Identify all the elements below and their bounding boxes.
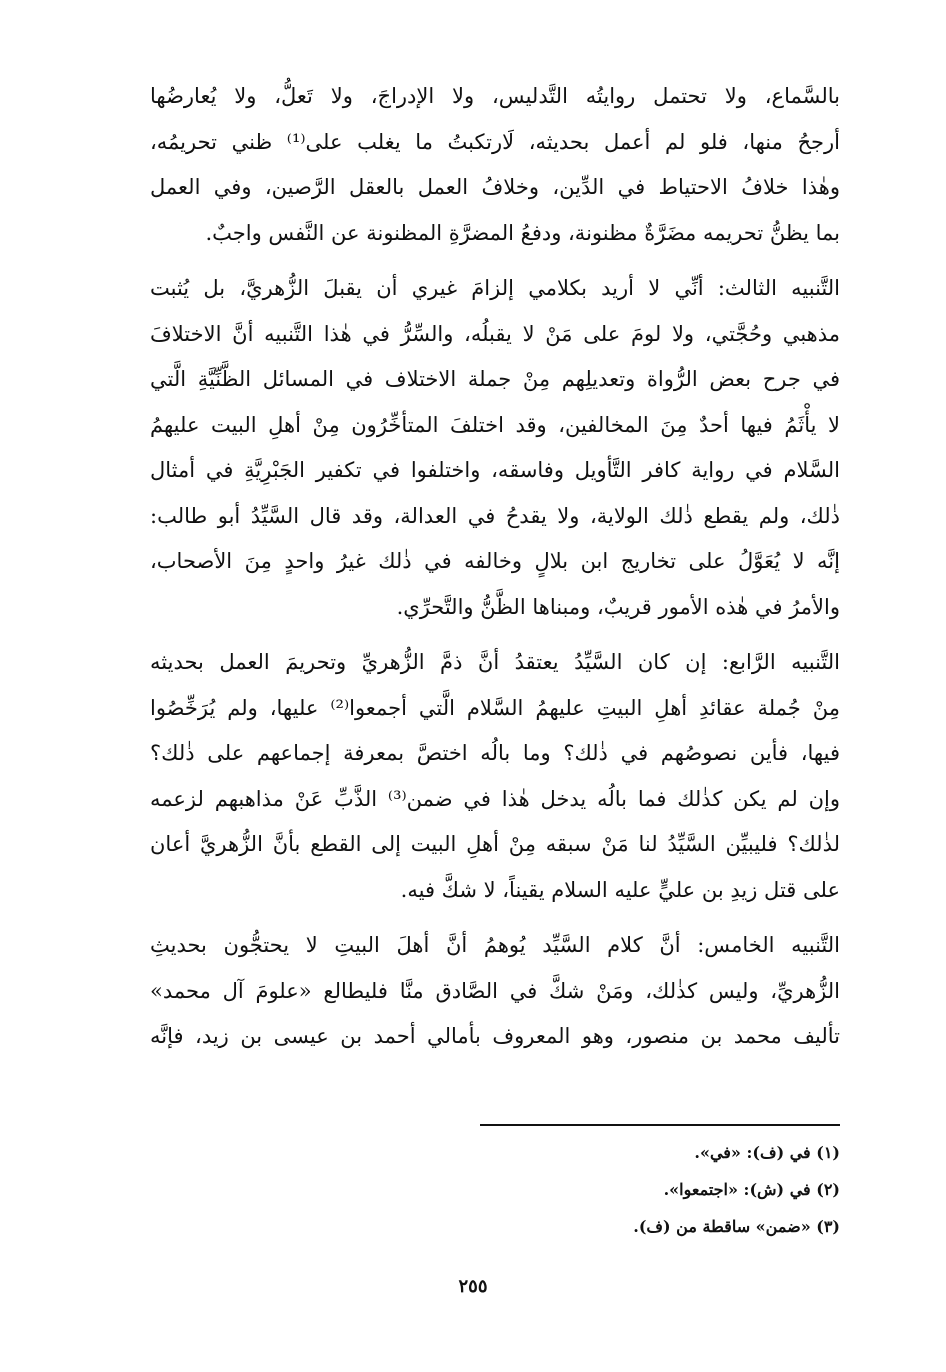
paragraph [150, 640, 840, 913]
text-line: مذهبي وحُجَّتي، ولا لومَ على مَنْ لا يقبلُه، والسِّرُّ في هٰذا التَّنبيه أنَّ الاختلافَ [150, 321, 840, 346]
text-line: السَّلام في رواية كافر التَّأويل وفاسقه، واختلفوا في تكفير الجَبْرِيَّةِ في أمثال [150, 458, 840, 482]
text-line: التَّنبيه الخامس: أنَّ كلام السَّيِّد يُوهمُ أنَّ أهلَ البيتِ لا يحتجُّون بحديثِ [150, 933, 840, 957]
paragraph [150, 74, 840, 256]
paragraph-gap [150, 256, 840, 266]
page-number: ٢٥٥ [458, 1276, 488, 1297]
footnotes [480, 1134, 840, 1245]
text-line: بما يظنُّ تحريمه مضَرَّةٌ مظنونة، ودفعُ المضرَّةِ المظنونة عن النَّفس واجبٌ. [205, 220, 840, 245]
main-text [150, 74, 840, 1060]
text-line: وهٰذا خلافُ الاحتياط في الدِّين، وخلافُ العمل بالعقل الرَّصين، وفي العمل [150, 175, 840, 199]
text-line: تأليف محمد بن منصور، وهو المعروف بأمالي أحمد بن عيسى بن زيد، فإنَّه [150, 1024, 840, 1048]
footnote: (٣) «ضمن» ساقطة من (ف). [633, 1217, 840, 1236]
text-line: فيها، فأين نصوصُهم في ذٰلك؟ وما بالُه اختصَّ بمعرفة إجماعهم على ذٰلك؟ [150, 741, 840, 765]
text-line: على قتل زيدِ بن عليٍّ عليه السلام يقيناً، لا شكَّ فيه. [400, 877, 840, 902]
text-line: إنَّه لا يُعَوَّلُ على تخاريج ابن بلالٍ وخالفه في ذٰلك غيرُ واحدٍ مِنَ الأصحاب، [150, 549, 840, 573]
text-line: ذٰلك، ولم يقطع ذٰلك الولاية، ولا يقدحُ في العدالة، وقد قال السَّيِّدُ أبو طالب: [150, 503, 840, 528]
text-line: الزُّهريِّ، وليس كذٰلك، ومَنْ شكَّ في الصَّادق منَّا فليطالع «علومَ آل محمد» [150, 978, 840, 1003]
text-line: أرجحُ منها، فلو لم أعمل بحديثه، لَارتكبتُ ما يغلب على⁽¹⁾ ظني تحريمُه، [150, 129, 840, 154]
footnote-separator [480, 1124, 840, 1126]
text-line: مِنْ جُملة عقائدِ أهلِ البيتِ عليهمُ السَّلام الَّتي أجمعوا⁽²⁾ عليها، ولم يُرَخِّصُوا [150, 695, 840, 720]
footnote: (١) في (ف): «في». [694, 1143, 840, 1162]
paragraph-gap [150, 913, 840, 923]
text-line: لا يأْثَمُ فيها أحدٌ مِنَ المخالفين، وقد اختلفَ المتأخِّرُون مِنْ أهلِ البيت عليهمُ [150, 412, 840, 437]
paragraph [150, 266, 840, 630]
footnote: (٢) في (ش): «اجتمعوا». [663, 1180, 840, 1199]
text-line: في جرح بعض الرُّواة وتعديلِهم مِنْ جملة الاختلاف في المسائل الظَّنِّيَّةِ الَّتي [150, 367, 840, 391]
text-line: وإن لم يكن كذٰلك فما بالُه يدخل هٰذا في ضمن⁽³⁾ الذَّبِّ عَنْ مذاهبهم لزعمه [150, 786, 840, 811]
text-line: والأمرُ في هٰذه الأمور قريبٌ، ومبناها الظَّنُّ والتَّحرِّي. [396, 594, 840, 619]
text-line: التَّنبيه الرَّابع: إن كان السَّيِّدُ يعتقدُ أنَّ ذمَّ الزُّهريِّ وتحريمَ العمل بحديثه [150, 650, 840, 674]
paragraph-gap [150, 630, 840, 640]
text-line: التَّنبيه الثالث: أنِّي لا أريد بكلامي إلزامَ غيري أن يقبلَ الزُّهريَّ، بل يُثبت [150, 276, 840, 300]
text-line: لذٰلك؟ فليبيِّن السَّيِّدُ لنا مَنْ سبقه مِنْ أهلِ البيت إلى القطع بأنَّ الزُّهريَّ أعان [150, 832, 840, 856]
paragraph [150, 923, 840, 1060]
text-line: بالسَّماع، ولا تحتمل روايتُه التَّدليس، ولا الإدراجَ، ولا تَعلُّ، ولا يُعارضُها [150, 84, 840, 108]
